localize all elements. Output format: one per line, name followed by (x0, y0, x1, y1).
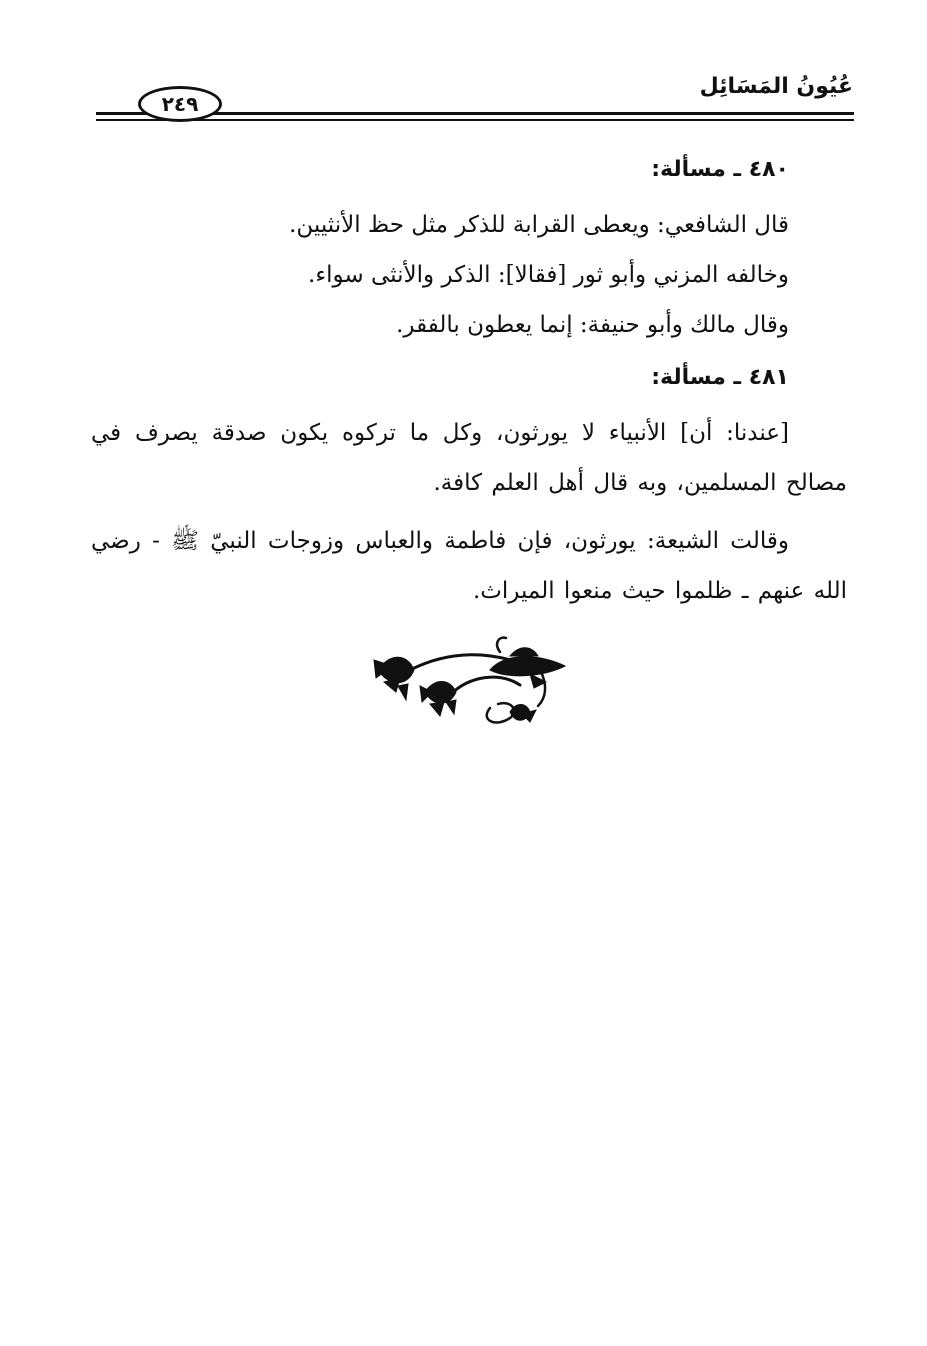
paragraph-text: [عندنا: أن] الأنبياء لا يورثون، وكل ما تركوه يكون صدقة يصرف في مصالح المسلمين، وبه قال أهل العلم كافة. (91, 420, 847, 496)
page-number-badge: ٢٤٩ (138, 86, 222, 122)
running-header-title: عُيُونُ المَسَائِل (699, 74, 853, 99)
text-line: قال الشافعي: ويعطى القرابة للذكر مثل حظ الأنثيين. (289, 212, 789, 238)
text-line: وخالفه المزني وأبو ثور [فقالا]: الذكر والأنثى سواء. (308, 262, 789, 288)
paragraph-text: وقالت الشيعة: يورثون، فإن فاطمة والعباس وزوجات النبيّ ﷺ - رضي الله عنهم ـ ظلموا حيث منعوا الميراث. (91, 528, 847, 604)
page-body (91, 150, 847, 616)
floral-tulip-ornament-icon (370, 630, 570, 730)
text-line: وقال مالك وأبو حنيفة: إنما يعطون بالفقر. (396, 312, 789, 338)
section-heading-481: ٤٨١ ـ مسألة: (651, 365, 789, 390)
section-heading-480: ٤٨٠ ـ مسألة: (651, 157, 789, 182)
header-rule-thin (96, 119, 854, 121)
